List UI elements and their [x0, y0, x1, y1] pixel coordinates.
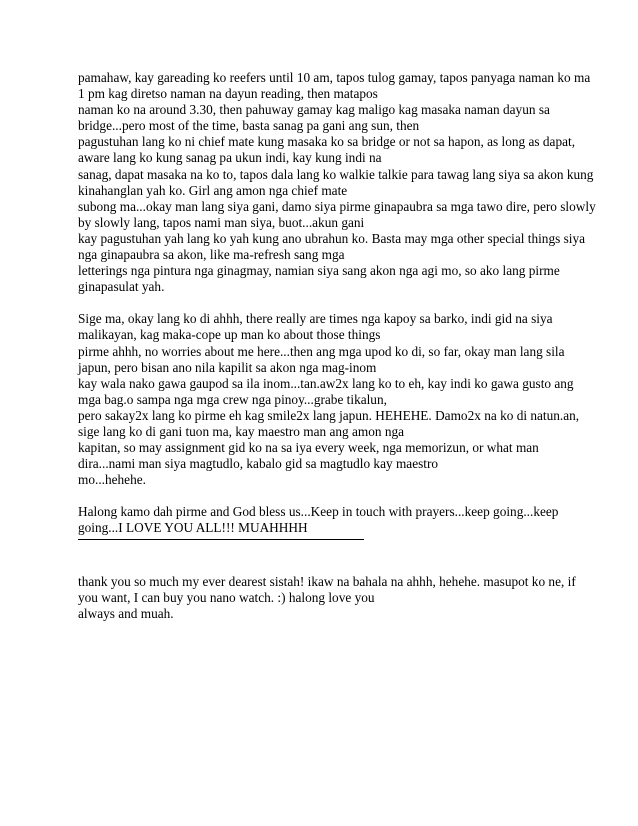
text-line: kapitan, so may assignment gid ko na sa iya every week, nga memorizun, or what man	[78, 440, 539, 456]
letter-body	[78, 70, 596, 638]
text-line: you want, I can buy you nano watch. :) halong love you	[78, 589, 375, 605]
text-line: kinahanglan yah ko. Girl ang amon nga chief mate	[78, 182, 348, 198]
text-line: going...I LOVE YOU ALL!!! MUAHHHH	[78, 520, 308, 536]
text-line: by slowly lang, tapos nami man siya, buot...akun gani	[78, 214, 365, 230]
text-line: pero sakay2x lang ko pirme eh kag smile2x lang japun. HEHEHE. Damo2x na ko di natun.an,	[78, 407, 580, 423]
divider-line	[78, 539, 364, 540]
text-line: aware lang ko kung sanag pa ukun indi, kay kung indi na	[78, 150, 382, 166]
text-line: always and muah.	[78, 605, 174, 621]
text-line: sanag, dapat masaka na ko to, tapos dala lang ko walkie talkie para tawag lang siya sa akon kung	[78, 166, 594, 182]
text-line: sige lang ko di gani tuon ma, kay maestro man ang amon nga	[78, 423, 405, 439]
text-line: bridge...pero most of the time, basta sanag pa gani ang sun, then	[78, 118, 420, 134]
text-line: pamahaw, kay gareading ko reefers until 10 am, tapos tulog gamay, tapos panyaga naman ko ma	[78, 70, 591, 85]
text-line: letterings nga pintura nga ginagmay, namian siya sang akon nga agi mo, so ako lang pirme	[78, 263, 560, 279]
paragraph-closing	[78, 504, 578, 536]
text-line: kay pagustuhan yah lang ko yah kung ano ubrahun ko. Basta may mga other special things siya	[78, 230, 586, 246]
text-line: Sige ma, okay lang ko di ahhh, there really are times nga kapoy sa barko, indi gid na siya	[78, 311, 553, 327]
text-line: japun, pero bisan ano nila kapilit sa akon nga mag-inom	[78, 359, 377, 375]
text-line: kay wala nako gawa gaupod sa ila inom...tan.aw2x lang ko to eh, kay indi ko gawa gusto ang	[78, 375, 574, 391]
text-line: malikayan, kag maka-cope up man ko about those things	[78, 327, 381, 343]
paragraph-reply	[78, 574, 578, 622]
text-line: mo...hehehe.	[78, 472, 146, 488]
paragraph-daily-routine	[78, 70, 596, 295]
text-line: dira...nami man siya magtudlo, kabalo gid sa magtudlo kay maestro	[78, 456, 439, 472]
text-line: naman ko na around 3.30, then pahuway gamay kag maligo kag masaka naman dayun sa	[78, 102, 550, 118]
text-line: mga bag.o sampa nga mga crew nga pinoy...grabe tikalun,	[78, 391, 387, 407]
text-line: Halong kamo dah pirme and God bless us...Keep in touch with prayers...keep going...keep	[78, 504, 559, 520]
text-line: ginapasulat yah.	[78, 279, 165, 295]
paragraph-ship-life	[78, 311, 578, 488]
text-line: pirme ahhh, no worries about me here...then ang mga upod ko di, so far, okay man lang sila	[78, 343, 565, 359]
text-line: nga ginapaubra sa akon, like ma-refresh sang mga	[78, 247, 345, 263]
text-line: 1 pm kag diretso naman na dayun reading, then matapos	[78, 86, 378, 102]
text-line: thank you so much my ever dearest sistah! ikaw na bahala na ahhh, hehehe. masupot ko ne, if	[78, 573, 576, 589]
text-line: pagustuhan lang ko ni chief mate kung masaka ko sa bridge or not sa hapon, as long as dapat,	[78, 134, 576, 150]
text-line: subong ma...okay man lang siya gani, damo siya pirme ginapaubra sa mga tawo dire, pero slowly	[78, 198, 596, 214]
